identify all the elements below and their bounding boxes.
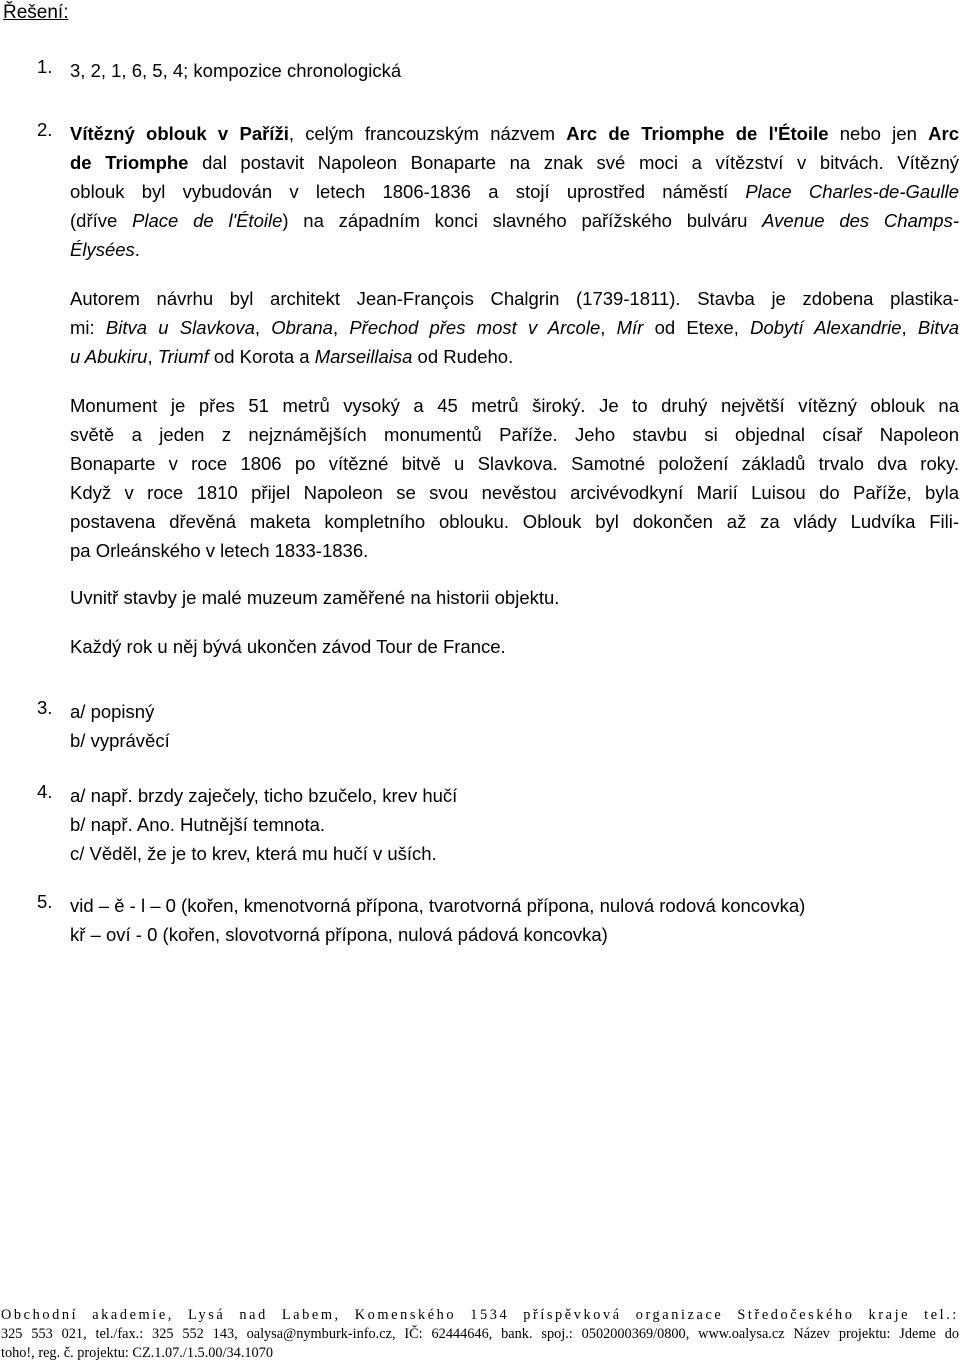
- answer-1-text: 3, 2, 1, 6, 5, 4; kompozice chronologická: [70, 60, 402, 81]
- place-name: Place Charles-de-Gaulle: [745, 181, 959, 202]
- answer-5a: vid – ě - l – 0 (kořen, kmenotvorná přípona, tvarotvorná přípona, nulová rodová koncovka): [70, 895, 806, 916]
- text-run: od Etexe,: [643, 317, 751, 338]
- text-line: Monument je přes 51 metrů vysoký a 45 metrů široký. Je to druhý největší vítězný oblouk na: [70, 395, 959, 416]
- answer-1-number: 1.: [37, 56, 53, 77]
- answer-2-paragraph-2: [70, 284, 959, 371]
- answer-4a: a/ např. brzdy zaječely, ticho bzučelo, krev hučí: [70, 785, 458, 806]
- text-run: ,: [254, 317, 272, 338]
- text-run: (dříve: [70, 210, 133, 231]
- text-line: postavena dřevěná maketa kompletního oblouku. Oblouk byl dokončen až za vlády Ludvíka Fili-: [70, 511, 959, 532]
- answer-1: [37, 56, 959, 85]
- text-run: ,: [147, 346, 158, 367]
- text-line: Když v roce 1810 přijel Napoleon se svou nevěstou arcivévodkyní Marií Luisou do Paříže, byla: [70, 482, 959, 503]
- answer-4c: c/ Věděl, že je to krev, která mu hučí v uších.: [70, 843, 437, 864]
- text-run: ,: [600, 317, 617, 338]
- answer-5-number: 5.: [37, 891, 53, 912]
- answer-2: [37, 119, 959, 661]
- artwork-title: Marseillaisa: [314, 346, 413, 367]
- footer-line-1: Obchodní akademie, Lysá nad Labem, Komenského 1534 příspěvková organizace Středočeského kraje tel.:: [1, 1307, 959, 1323]
- text-run: , celým francouzským názvem: [288, 123, 567, 144]
- artwork-title: u Abukiru: [70, 346, 148, 367]
- text-line: Bonaparte v roce 1806 po vítězné bitvě u Slavkova. Samotné položení základů trvalo dva roky.: [70, 453, 959, 474]
- answer-4-number: 4.: [37, 781, 53, 802]
- artwork-title: Přechod přes most v Arcole: [349, 317, 601, 338]
- text-run: .: [134, 239, 140, 260]
- answer-3-number: 3.: [37, 697, 53, 718]
- text-run: ,: [332, 317, 350, 338]
- answer-3: [37, 697, 959, 755]
- text-run: mi:: [70, 317, 106, 338]
- place-name: Élysées: [70, 239, 135, 260]
- text-run: ,: [901, 317, 918, 338]
- answer-4: [37, 781, 959, 868]
- text-line: světě a jeden z nejznámějších monumentů Paříže. Jeho stavbu si objednal císař Napoleon: [70, 424, 959, 445]
- text-line: pa Orleánského v letech 1833-1836.: [70, 540, 369, 561]
- page-heading: Řešení:: [3, 2, 69, 23]
- answer-2-paragraph-4: Uvnitř stavby je malé muzeum zaměřené na historii objektu.: [70, 587, 560, 608]
- footer-line-2: 325 553 021, tel./fax.: 325 552 143, oalysa@nymburk-info.cz, IČ: 62444646, bank. spoj.: 0502000369/0800, www.oalysa.cz Název projektu: Jdeme do: [1, 1326, 959, 1342]
- answer-2-paragraph-5: Každý rok u něj bývá ukončen závod Tour de France.: [70, 636, 506, 657]
- term-full-name: Arc de Triomphe de l'Étoile: [566, 123, 829, 144]
- footer-line-3: toho!, reg. č. projektu: CZ.1.07./1.5.00/34.1070: [1, 1345, 274, 1361]
- answer-2-number: 2.: [37, 119, 53, 140]
- text-run: od Rudeho.: [412, 346, 514, 367]
- term-arc-short: Arc: [928, 123, 959, 144]
- artwork-title: Dobytí Alexandrie: [750, 317, 902, 338]
- artwork-title: Triumf: [157, 346, 209, 367]
- text-run: ) na západním konci slavného pařížského bulváru: [282, 210, 763, 231]
- artwork-title: Bitva u Slavkova: [105, 317, 255, 338]
- term-arc-short-cont: de Triomphe: [70, 152, 189, 173]
- text-run: nebo jen: [828, 123, 929, 144]
- text-run: od Korota a: [208, 346, 315, 367]
- text-run: dal postavit Napoleon Bonaparte na znak své moci a vítězství v bitvách. Vítězný: [188, 152, 959, 173]
- answer-3a: a/ popisný: [70, 701, 155, 722]
- answer-2-paragraph-1: [70, 119, 959, 264]
- answer-5b: kř – oví - 0 (kořen, slovotvorná přípona, nulová pádová koncovka): [70, 924, 608, 945]
- answer-2-paragraph-3: [70, 391, 959, 565]
- page-footer: [1, 1306, 959, 1363]
- place-name: Avenue des Champs-: [762, 210, 959, 231]
- text-line: Autorem návrhu byl architekt Jean-François Chalgrin (1739-1811). Stavba je zdobena plastika-: [70, 288, 959, 309]
- answer-3b: b/ vyprávěcí: [70, 730, 170, 751]
- term-arc: Vítězný oblouk v Paříži: [70, 123, 289, 144]
- artwork-title: Mír: [616, 317, 644, 338]
- answer-4b: b/ např. Ano. Hutnější temnota.: [70, 814, 326, 835]
- text-run: oblouk byl vybudován v letech 1806-1836 a stojí uprostřed náměstí: [70, 181, 746, 202]
- artwork-title: Bitva: [917, 317, 959, 338]
- artwork-title: Obrana: [271, 317, 333, 338]
- answer-5: [37, 891, 959, 949]
- place-name: Place de l'Étoile: [132, 210, 283, 231]
